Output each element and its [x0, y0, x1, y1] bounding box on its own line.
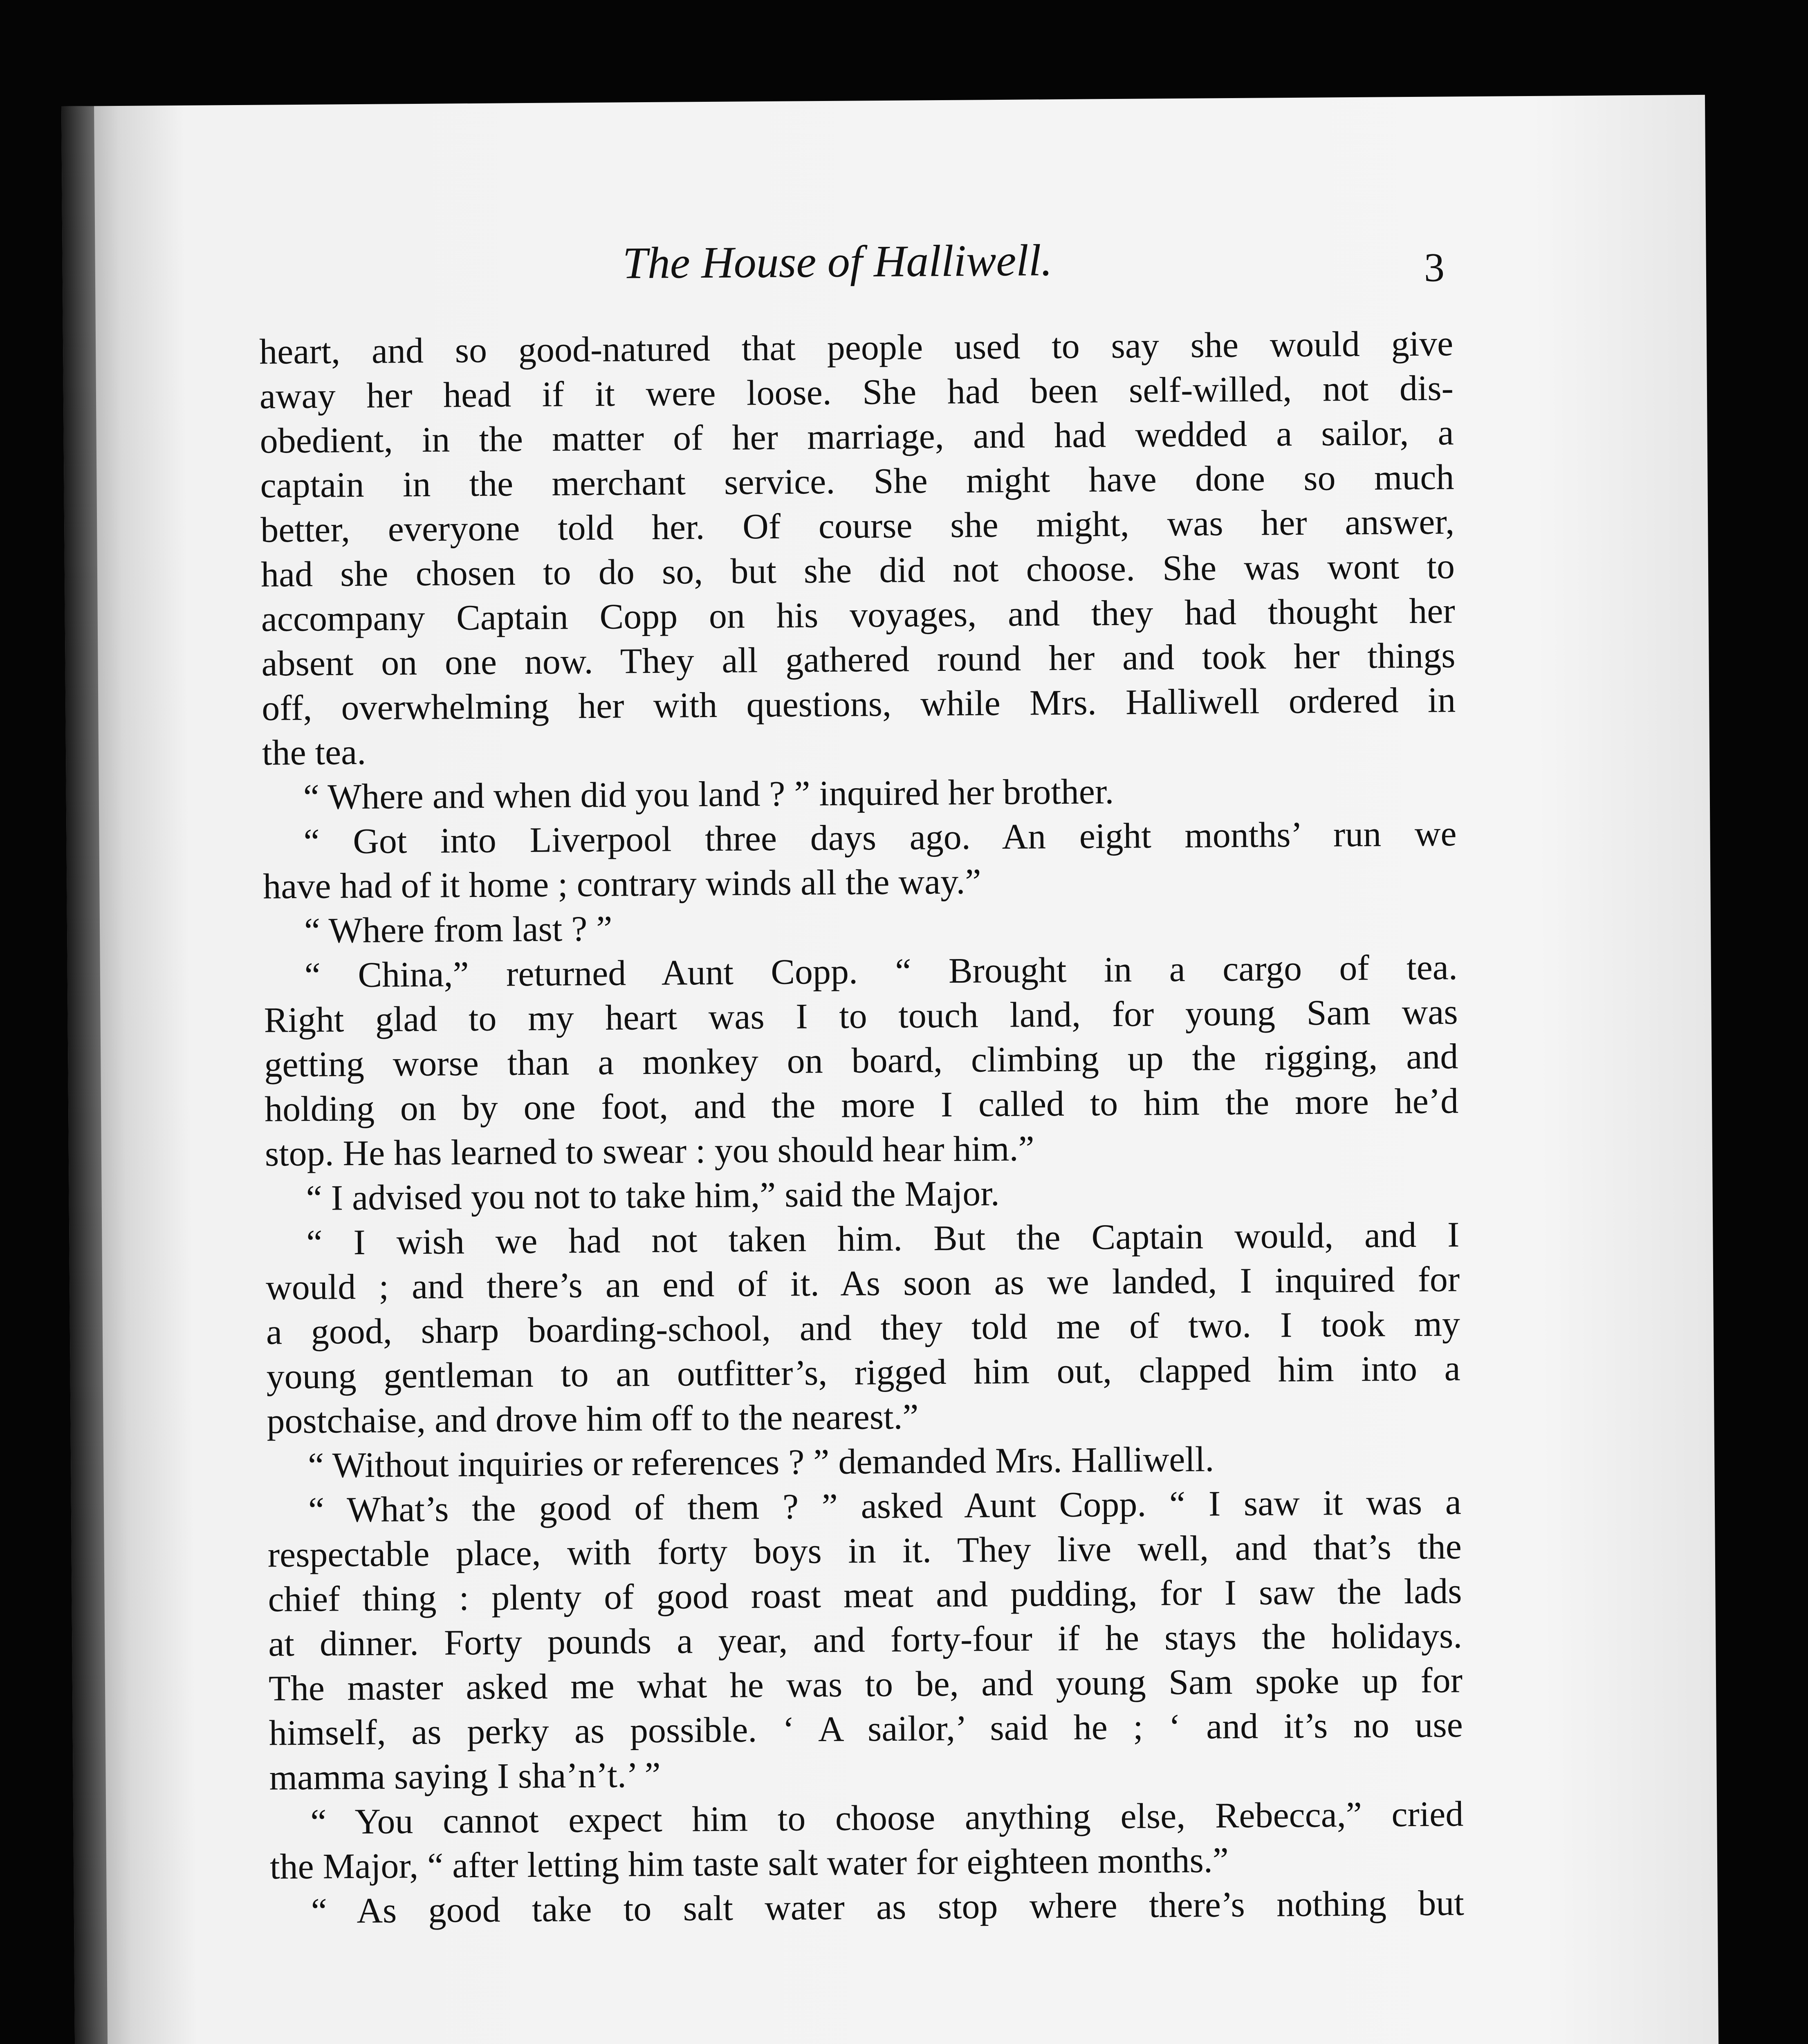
- text-line: “ You cannot expect him to choose anything else, Rebecca,” cried: [310, 1794, 1464, 1842]
- text-line: “ Got into Liverpool three days ago. An eight months’ run we: [303, 814, 1457, 862]
- text-line: the tea.: [262, 732, 366, 773]
- text-line: postchaise, and drove him off to the nearest.”: [267, 1397, 919, 1441]
- text-line: “ I advised you not to take him,” said the Major.: [306, 1174, 1000, 1218]
- book-page: [61, 95, 1723, 2044]
- text-line: heart, and so good-natured that people used to say she would give: [259, 324, 1454, 372]
- body-text: [259, 321, 1464, 1934]
- text-line: “ China,” returned Aunt Copp. “ Brought in a cargo of tea.: [304, 948, 1458, 995]
- text-line: obedient, in the matter of her marriage, and had wedded a sailor, a: [260, 413, 1454, 461]
- text-line: stop. He has learned to swear : you should hear him.”: [265, 1129, 1034, 1174]
- page-gutter-shadow: [61, 106, 112, 2044]
- text-line: “ What’s the good of them ? ” asked Aunt Copp. “ I saw it was a: [308, 1482, 1462, 1530]
- text-line: holding on by one foot, and the more I called to him the more he’d: [264, 1081, 1459, 1130]
- text-line: away her head if it were loose. She had been self-willed, not dis-: [259, 368, 1454, 417]
- text-line: chief thing : plenty of good roast meat and pudding, for I saw the lads: [268, 1571, 1462, 1620]
- text-line: captain in the merchant service. She might have done so much: [260, 457, 1454, 506]
- text-line: a good, sharp boarding-school, and they told me of two. I took my: [266, 1304, 1460, 1352]
- text-line: respectable place, with forty boys in it. They live well, and that’s the: [267, 1527, 1462, 1575]
- text-line: getting worse than a monkey on board, climbing up the rigging, and: [264, 1037, 1458, 1085]
- text-line: off, overwhelming her with questions, while Mrs. Halliwell ordered in: [261, 680, 1456, 728]
- text-line: absent on one now. They all gathered round her and took her things: [261, 636, 1456, 684]
- text-line: The master asked me what he was to be, and young Sam spoke up for: [268, 1661, 1463, 1709]
- running-title: The House of Halliwell.: [622, 235, 1053, 288]
- text-line: the Major, “ after letting him taste salt water for eighteen months.”: [269, 1840, 1229, 1887]
- text-line: had she chosen to do so, but she did not choose. She was wont to: [260, 547, 1455, 595]
- text-line: “ Without inquiries or references ? ” demanded Mrs. Halliwell.: [307, 1439, 1214, 1486]
- text-line: at dinner. Forty pounds a year, and forty-four if he stays the holidays.: [268, 1616, 1463, 1664]
- text-line: “ Where and when did you land ? ” inquired her brother.: [303, 772, 1114, 817]
- text-line: better, everyone told her. Of course she might, was her answer,: [260, 502, 1455, 550]
- text-line: young gentleman to an outfitter’s, rigged him out, clapped him into a: [266, 1349, 1460, 1397]
- text-line: mamma saying I sha’n’t.’ ”: [269, 1755, 661, 1798]
- text-line: “ Where from last ? ”: [304, 909, 612, 951]
- page-number: 3: [1424, 244, 1445, 290]
- text-line: himself, as perky as possible. ‘ A sailor,’ said he ; ‘ and it’s no use: [269, 1705, 1463, 1753]
- text-line: accompany Captain Copp on his voyages, and they had thought her: [261, 591, 1456, 639]
- text-line: Right glad to my heart was I to touch land, for young Sam was: [264, 992, 1458, 1040]
- text-line: “ I wish we had not taken him. But the Captain would, and I: [306, 1215, 1460, 1263]
- text-line: would ; and there’s an end of it. As soon as we landed, I inquired for: [265, 1260, 1460, 1308]
- text-line: have had of it home ; contrary winds all the way.”: [263, 862, 981, 907]
- text-line: “ As good take to salt water as stop where there’s nothing but: [311, 1883, 1465, 1931]
